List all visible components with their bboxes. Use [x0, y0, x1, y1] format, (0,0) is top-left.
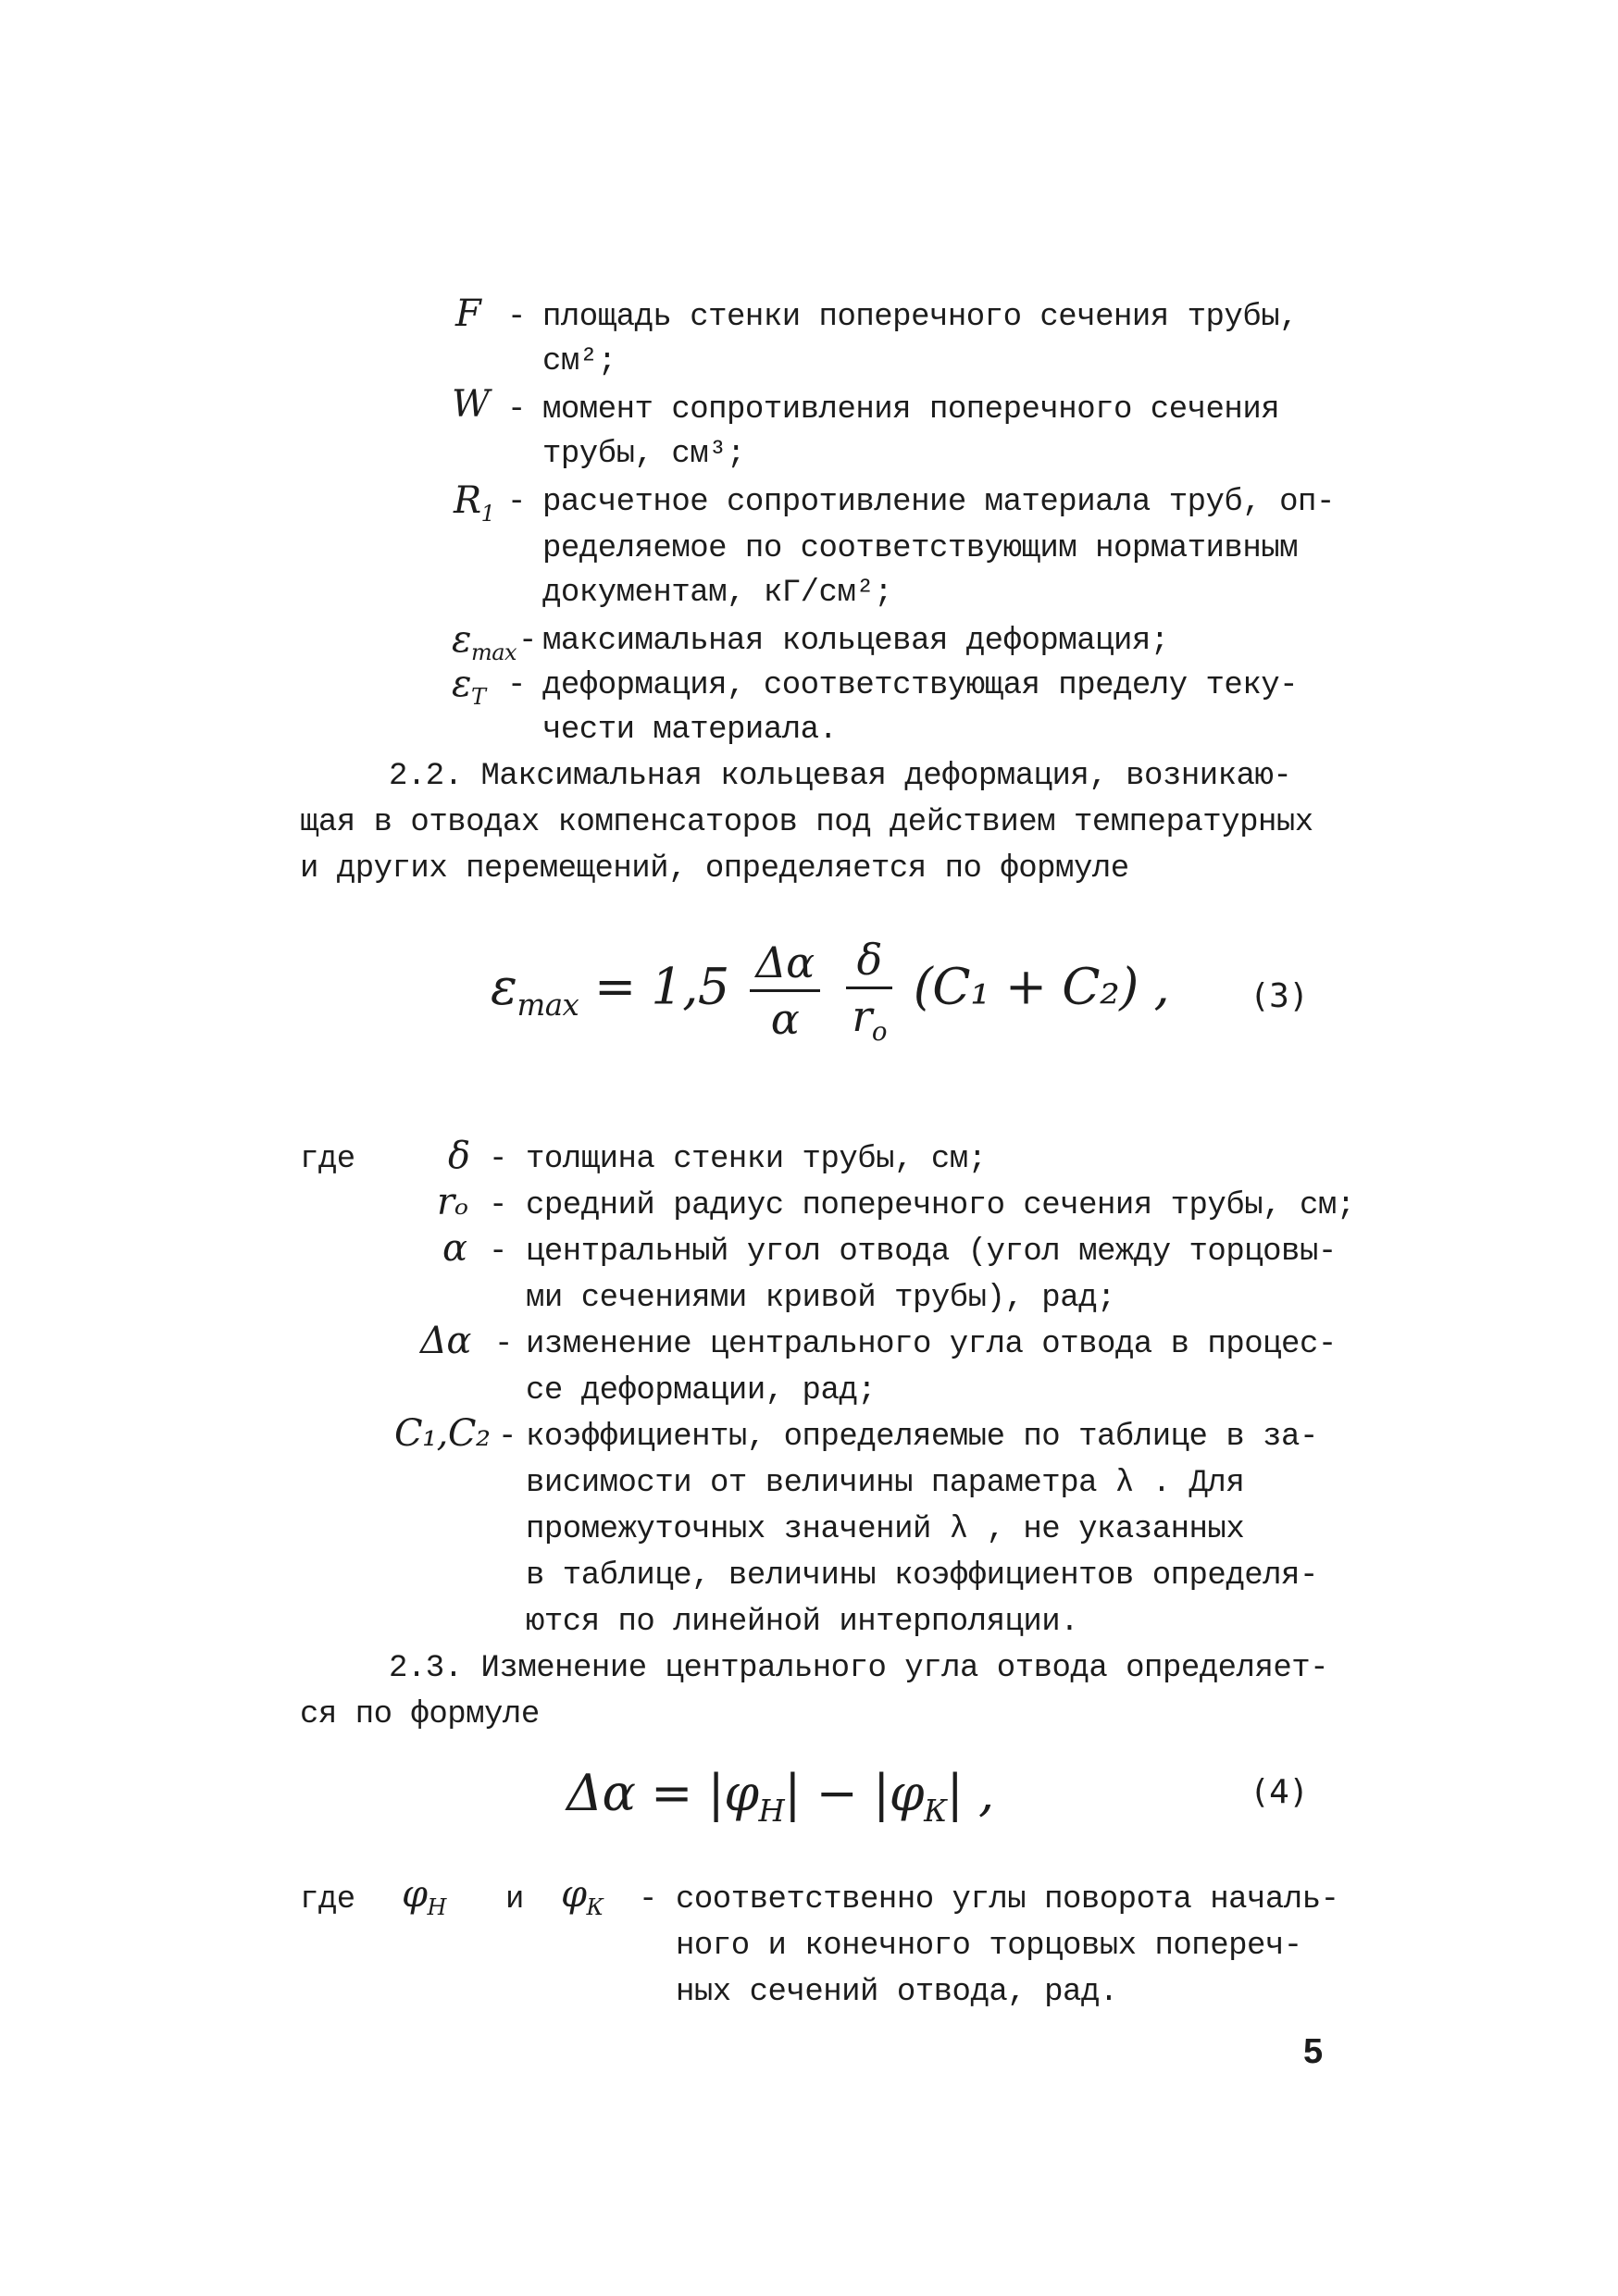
symbol-phi-k: $\varphi_К$: [561, 1873, 604, 1920]
formula-3-number: (3): [1250, 977, 1309, 1015]
dash: -: [507, 485, 526, 520]
def-alpha-line-1: центральный угол отвода (угол между торцовы-: [526, 1235, 1337, 1270]
paragraph-line: ся по формуле: [300, 1697, 540, 1732]
def-epsilon-t-line-2: чести материала.: [542, 713, 838, 748]
symbol-w: W: [452, 383, 490, 426]
dash: -: [639, 1882, 657, 1917]
symbol-epsilon-max: $\varepsilon_{max}$: [452, 618, 517, 665]
def-r1-line-2: ределяемое по соответствующим нормативным: [542, 531, 1299, 566]
formula-3: [491, 935, 1169, 1047]
symbol-delta: δ: [448, 1135, 470, 1177]
formula-3-lhs: $\varepsilon_{max}$: [491, 957, 579, 1023]
def-c-line-3: промежуточных значений λ , не указанных: [526, 1512, 1245, 1547]
formula-3-coef: = 1,5: [593, 957, 729, 1016]
def-alpha-line-2: ми сечениями кривой трубы), рад;: [526, 1281, 1115, 1316]
where-label: где: [300, 1142, 355, 1177]
def-delta-line-1: толщина стенки трубы, см;: [526, 1142, 987, 1177]
where-label: где: [300, 1882, 355, 1917]
page-number: 5: [1303, 2032, 1323, 2071]
symbol-r0: rₒ: [437, 1181, 468, 1223]
def-f-line-2: см²;: [542, 344, 616, 379]
paragraph-line: 2.2. Максимальная кольцевая деформация, возникаю-: [389, 759, 1292, 794]
def-c-line-2: висимости от величины параметра λ . Для: [526, 1466, 1245, 1501]
def-phi-line-1: соответственно углы поворота началь-: [676, 1882, 1339, 1917]
def-r0-line-1: средний радиус поперечного сечения трубы, см;: [526, 1188, 1355, 1223]
def-w-line-2: трубы, см³;: [542, 437, 745, 472]
dash: -: [494, 1327, 513, 1362]
formula-3-paren: (C₁ + C₂) ,: [913, 957, 1170, 1016]
def-r1-line-1: расчетное сопротивление материала труб, оп-: [542, 485, 1335, 520]
fraction-delta-alpha: $\frac{\Delta\alpha}{\alpha}$: [750, 937, 819, 1044]
dash: -: [489, 1235, 507, 1270]
def-phi-line-3: ных сечений отвода, рад.: [676, 1975, 1118, 2010]
and-word: и: [505, 1882, 524, 1917]
def-epsilon-t-line-1: деформация, соответствующая пределу теку-: [542, 668, 1299, 703]
dash: -: [489, 1188, 507, 1223]
def-c-line-5: ются по линейной интерполяции.: [526, 1605, 1079, 1640]
symbol-f: F: [455, 292, 481, 335]
symbol-epsilon-t: $\varepsilon_T$: [452, 663, 486, 710]
symbol-c1-c2: C₁,C₂: [394, 1412, 491, 1455]
dash: -: [498, 1420, 517, 1455]
paragraph-line: щая в отводах компенсаторов под действием температурных: [300, 805, 1313, 840]
def-delta-alpha-line-2: се деформации, рад;: [526, 1373, 877, 1409]
fraction-delta-r: $\frac{\delta}{r_o}$: [846, 935, 892, 1047]
dash: -: [507, 668, 526, 703]
symbol-r1: $R_1$: [454, 479, 495, 527]
def-phi-line-2: ного и конечного торцовых попереч-: [676, 1929, 1302, 1964]
def-delta-alpha-line-1: изменение центрального угла отвода в процес-: [526, 1327, 1337, 1362]
def-epsilon-max-line-1: максимальная кольцевая деформация;: [542, 624, 1169, 659]
symbol-phi-h: $\varphi_Н$: [402, 1873, 446, 1920]
formula-4: $\Delta\alpha = |\varphi_Н| - |\varphi_К|$ ,: [566, 1764, 994, 1829]
dash: -: [489, 1142, 507, 1177]
formula-4-number: (4): [1250, 1773, 1309, 1811]
def-c-line-4: в таблице, величины коэффициентов определя-: [526, 1558, 1318, 1594]
def-r1-line-3: документам, кГ/см²;: [542, 576, 893, 611]
dash: -: [518, 624, 537, 659]
def-c-line-1: коэффициенты, определяемые по таблице в за-: [526, 1420, 1318, 1455]
dash: -: [507, 300, 526, 335]
paragraph-line: и других перемещений, определяется по формуле: [300, 851, 1129, 887]
symbol-delta-alpha: Δα: [420, 1320, 471, 1362]
paragraph-line: 2.3. Изменение центрального угла отвода определяет-: [389, 1651, 1329, 1686]
def-f-line-1: площадь стенки поперечного сечения трубы,: [542, 300, 1299, 335]
symbol-alpha: α: [442, 1227, 467, 1270]
def-w-line-1: момент сопротивления поперечного сечения: [542, 392, 1280, 428]
dash: -: [507, 392, 526, 428]
